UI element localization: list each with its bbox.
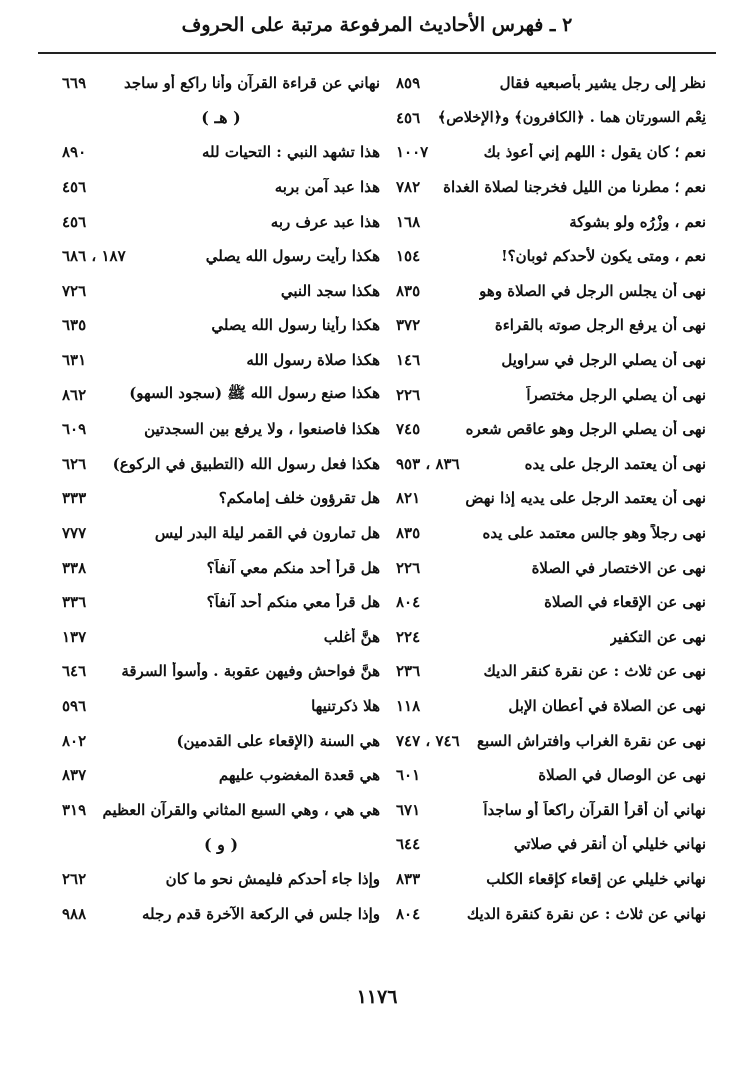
hadith-number: ٢٢٦ xyxy=(396,385,421,404)
index-entry xyxy=(396,204,706,239)
hadith-number: ٣٣٨ xyxy=(62,558,87,577)
hadith-text: هل قرأ أحد منكم معي آنفاً؟ xyxy=(206,558,380,577)
index-entry xyxy=(62,585,380,620)
hadith-number: ٣١٩ xyxy=(62,800,87,819)
index-entry xyxy=(396,101,706,136)
index-entry xyxy=(62,481,380,516)
hadith-number: ١٨٧ ، ٦٨٦ xyxy=(62,247,126,266)
hadith-number: ٢٢٦ xyxy=(396,558,421,577)
index-entry xyxy=(396,412,706,447)
hadith-number: ٣٣٣ xyxy=(62,489,87,508)
section-letter-heading xyxy=(62,827,380,862)
hadith-number: ٨٠٢ xyxy=(62,731,87,750)
index-entry xyxy=(396,792,706,827)
index-entry xyxy=(62,654,380,689)
index-entry xyxy=(396,377,706,412)
header-rule xyxy=(38,52,716,54)
hadith-text: نهى عن الإقعاء في الصلاة xyxy=(544,593,706,612)
hadith-number: ٩٨٨ xyxy=(62,904,87,923)
hadith-number: ٢٣٦ xyxy=(396,662,421,681)
hadith-number: ٦٢٦ xyxy=(62,454,87,473)
index-entry xyxy=(396,585,706,620)
hadith-number: ٧٤٥ xyxy=(396,420,421,439)
index-entry xyxy=(62,896,380,931)
section-letter-heading xyxy=(62,101,380,136)
index-entry xyxy=(62,862,380,897)
hadith-text: هي هي ، وهي السبع المثاني والقرآن العظيم xyxy=(102,800,380,819)
index-entry xyxy=(62,239,380,274)
hadith-number: ٢٦٢ xyxy=(62,869,87,888)
hadith-number: ٧٢٦ xyxy=(62,281,87,300)
section-letter: ( و ) xyxy=(204,834,239,854)
page-header-title: ٢ ـ فهرس الأحاديث المرفوعة مرتبة على الحروف xyxy=(181,14,573,36)
index-entry xyxy=(62,377,380,412)
hadith-text: نعم ؛ مطرنا من الليل فخرجنا لصلاة الغداة xyxy=(443,178,706,197)
hadith-text: نهاني خليلي عن إقعاء كإقعاء الكلب xyxy=(486,869,706,888)
hadith-text: نعم ، وِزْرُه ولو بشوكة xyxy=(569,212,706,231)
index-entry xyxy=(396,308,706,343)
hadith-text: نعم ، ومتى يكون لأحدكم ثوبان؟! xyxy=(501,247,706,266)
hadith-number: ١٥٤ xyxy=(396,247,421,266)
index-column-left xyxy=(62,66,380,931)
index-entry xyxy=(62,792,380,827)
hadith-text: نهاني عن ثلاث : عن نقرة كنقرة الديك xyxy=(466,904,706,923)
hadith-number: ٨٠٤ xyxy=(396,593,421,612)
hadith-text: نعم ؛ كان يقول : اللهم إني أعوذ بك xyxy=(483,143,706,162)
section-letter: ( هـ ) xyxy=(201,108,241,128)
index-entry xyxy=(396,723,706,758)
hadith-number: ٨٩٠ xyxy=(62,143,87,162)
index-entry xyxy=(62,620,380,655)
hadith-number: ٨٣٦ ، ٩٥٣ xyxy=(396,454,460,473)
hadith-number: ٤٥٦ xyxy=(62,178,87,197)
hadith-text: هكذا صنع رسول الله ﷺ (سجود السهو) xyxy=(129,383,380,402)
index-entry xyxy=(396,758,706,793)
hadith-text: نهى عن نقرة الغراب وافتراش السبع xyxy=(477,731,706,750)
hadith-number: ٨٣٥ xyxy=(396,524,421,543)
hadith-number: ٨٣٥ xyxy=(396,281,421,300)
index-entry xyxy=(62,135,380,170)
hadith-text: هكذا رأينا رسول الله يصلي xyxy=(211,316,380,335)
index-entry xyxy=(62,723,380,758)
hadith-number: ٦٤٤ xyxy=(396,835,421,854)
index-entry xyxy=(396,135,706,170)
hadith-number: ٤٥٦ xyxy=(62,212,87,231)
index-entry xyxy=(62,170,380,205)
hadith-number: ٧٤٦ ، ٧٤٧ xyxy=(396,731,460,750)
index-entry xyxy=(62,447,380,482)
hadith-number: ١٤٦ xyxy=(396,351,421,370)
hadith-text: هنَّ أغلب xyxy=(323,627,380,646)
hadith-text: هذا عبد عرف ربه xyxy=(270,212,380,231)
hadith-number: ٢٢٤ xyxy=(396,627,421,646)
hadith-number: ٦٦٩ xyxy=(62,74,87,93)
hadith-text: نهى عن التكفير xyxy=(609,627,706,646)
hadith-number: ٨٣٣ xyxy=(396,869,421,888)
hadith-text: نهى عن الاختصار في الصلاة xyxy=(531,558,706,577)
hadith-text: نهاني عن قراءة القرآن وأنا راكع أو ساجد xyxy=(124,74,380,93)
index-entry xyxy=(62,516,380,551)
hadith-number: ١١٨ xyxy=(396,696,421,715)
page-number: ١١٧٦ xyxy=(356,986,398,1008)
hadith-text: هي قعدة المغضوب عليهم xyxy=(218,766,380,785)
hadith-number: ٨٥٩ xyxy=(396,74,421,93)
hadith-text: نهى عن ثلاث : عن نقرة كنقر الديك xyxy=(483,662,706,681)
hadith-text: نهى رجلاً وهو جالس معتمد على يده xyxy=(482,524,706,543)
index-entry xyxy=(396,274,706,309)
hadith-text: نهى عن الوصال في الصلاة xyxy=(538,766,706,785)
hadith-text: هل قرأ معي منكم أحد آنفاً؟ xyxy=(206,593,380,612)
hadith-text: هكذا صلاة رسول الله xyxy=(246,351,380,370)
hadith-number: ٨٦٢ xyxy=(62,385,87,404)
hadith-text: وإذا جاء أحدكم فليمش نحو ما كان xyxy=(165,869,380,888)
hadith-number: ٦٣٥ xyxy=(62,316,87,335)
hadith-text: هل تمارون في القمر ليلة البدر ليس xyxy=(154,524,380,543)
hadith-number: ٦٠١ xyxy=(396,766,421,785)
index-entry xyxy=(396,447,706,482)
index-entry xyxy=(62,308,380,343)
index-entry xyxy=(396,343,706,378)
index-entry xyxy=(396,654,706,689)
index-entry xyxy=(396,66,706,101)
hadith-number: ٣٣٦ xyxy=(62,593,87,612)
index-entry xyxy=(62,758,380,793)
hadith-number: ٨٠٤ xyxy=(396,904,421,923)
index-entry xyxy=(396,620,706,655)
index-entry xyxy=(62,343,380,378)
hadith-number: ٨٢١ xyxy=(396,489,421,508)
hadith-text: نهى أن يصلي الرجل في سراويل xyxy=(501,351,706,370)
index-column-right xyxy=(396,66,706,931)
index-entry xyxy=(396,481,706,516)
hadith-text: هذا تشهد النبي : التحيات لله xyxy=(202,143,380,162)
hadith-number: ٦٣١ xyxy=(62,351,87,370)
hadith-text: نهى أن يعتمد الرجل على يديه إذا نهض xyxy=(465,489,706,508)
hadith-text: نهى أن يعتمد الرجل على يده xyxy=(524,454,706,473)
index-entry xyxy=(396,516,706,551)
index-entry xyxy=(62,274,380,309)
hadith-number: ٨٣٧ xyxy=(62,766,87,785)
index-entry xyxy=(396,862,706,897)
hadith-text: هلا ذكرتنيها xyxy=(311,696,380,715)
hadith-text: هكذا رأيت رسول الله يصلي xyxy=(205,247,380,266)
hadith-number: ٦٤٦ xyxy=(62,662,87,681)
hadith-text: هكذا فعل رسول الله (التطبيق في الركوع) xyxy=(112,454,380,473)
index-entry xyxy=(396,896,706,931)
hadith-number: ٦٧١ xyxy=(396,800,421,819)
index-entry xyxy=(396,170,706,205)
index-entry xyxy=(396,827,706,862)
hadith-text: نهى أن يصلي الرجل وهو عاقص شعره xyxy=(465,420,706,439)
hadith-text: هكذا سجد النبي xyxy=(280,281,380,300)
index-entry xyxy=(62,412,380,447)
index-entry xyxy=(62,204,380,239)
hadith-number: ٤٥٦ xyxy=(396,108,421,127)
hadith-text: نهى أن يصلي الرجل مختصراً xyxy=(526,385,706,404)
hadith-number: ٧٧٧ xyxy=(62,524,87,543)
index-entry xyxy=(62,689,380,724)
hadith-text: نهى أن يرفع الرجل صوته بالقراءة xyxy=(494,316,706,335)
hadith-number: ١٦٨ xyxy=(396,212,421,231)
hadith-text: نهاني خليلي أن أنقر في صلاتي xyxy=(513,835,706,854)
hadith-text: وإذا جلس في الركعة الآخرة قدم رجله xyxy=(141,904,380,923)
index-entry xyxy=(62,66,380,101)
hadith-text: هل تقرؤون خلف إمامكم؟ xyxy=(218,489,380,508)
index-entry xyxy=(396,689,706,724)
hadith-number: ٣٧٢ xyxy=(396,316,421,335)
hadith-text: نهى أن يجلس الرجل في الصلاة وهو xyxy=(479,281,706,300)
hadith-number: ٦٠٩ xyxy=(62,420,87,439)
hadith-text: هي السنة (الإقعاء على القدمين) xyxy=(176,731,380,750)
hadith-number: ٥٩٦ xyxy=(62,696,87,715)
hadith-text: نهاني أن أقرأ القرآن راكعاً أو ساجداً xyxy=(483,800,706,819)
hadith-number: ٧٨٢ xyxy=(396,178,421,197)
hadith-number: ١٣٧ xyxy=(62,627,87,646)
hadith-number: ١٠٠٧ xyxy=(396,143,429,162)
hadith-text: نهى عن الصلاة في أعطان الإبل xyxy=(508,696,706,715)
hadith-text: هكذا فاصنعوا ، ولا يرفع بين السجدتين xyxy=(144,420,380,439)
hadith-text: نِعْم السورتان هما . ﴿الكافرون﴾ و﴿الإخلاص﴾ xyxy=(437,109,706,127)
hadith-text: نظر إلى رجل يشير بأصبعيه فقال xyxy=(499,74,706,93)
index-entry xyxy=(396,550,706,585)
index-entry xyxy=(396,239,706,274)
hadith-text: هذا عبد آمن بربه xyxy=(274,178,380,197)
hadith-text: هنَّ فواحش وفيهن عقوبة . وأسوأ السرقة xyxy=(121,662,380,681)
index-entry xyxy=(62,550,380,585)
